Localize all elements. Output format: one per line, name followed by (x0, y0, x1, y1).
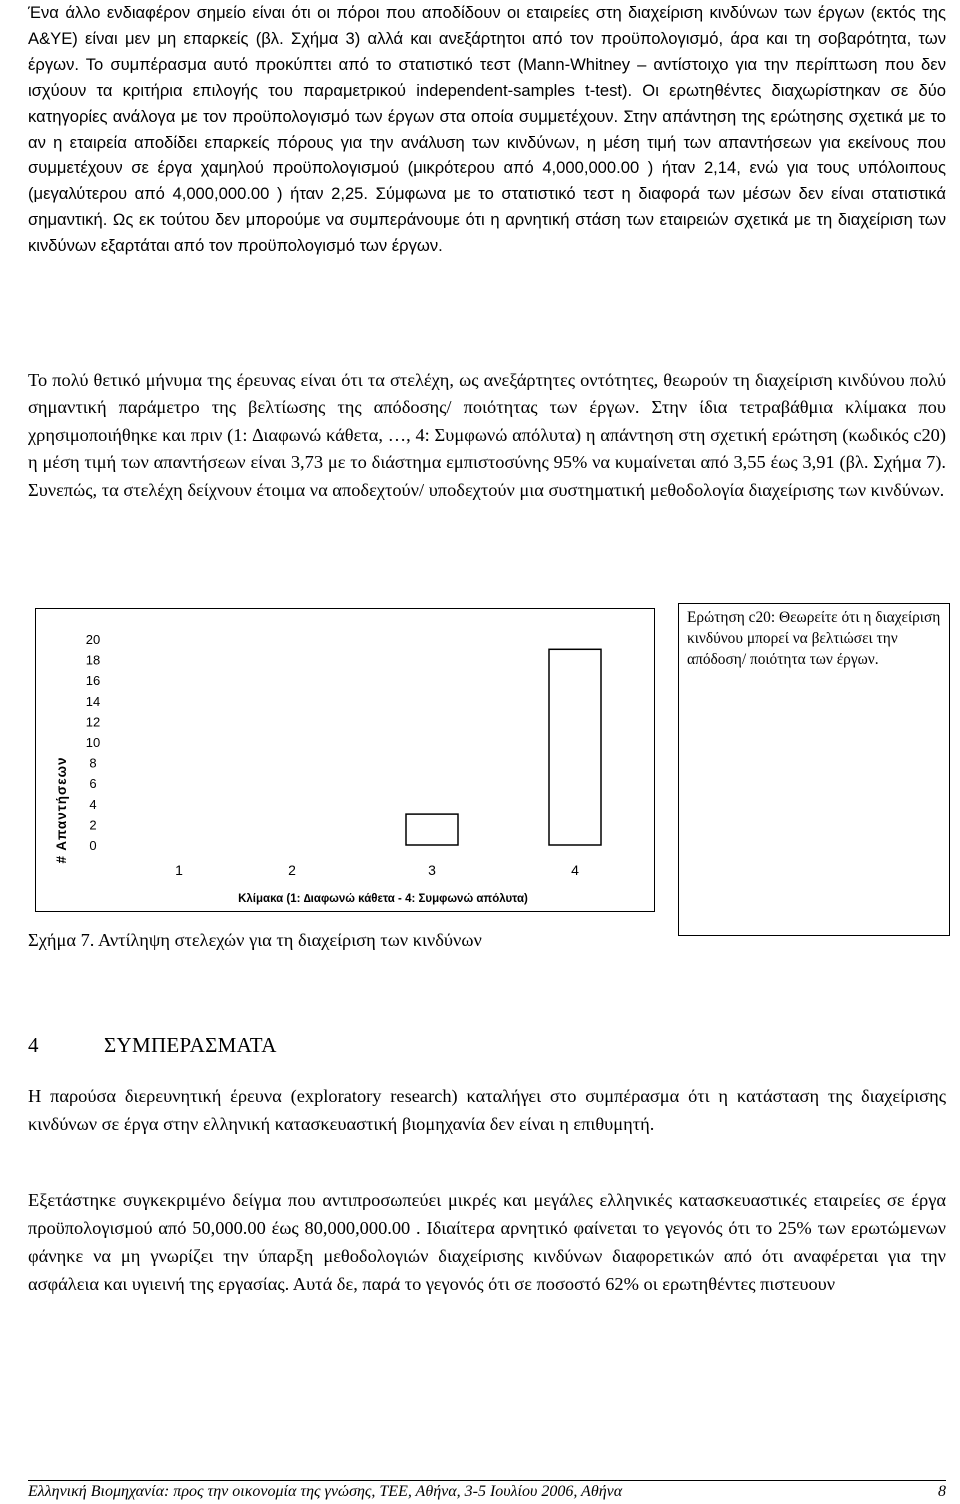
question-c20-box: Ερώτηση c20: Θεωρείτε ότι η διαχείριση κινδύνου μπορεί να βελτιώσει την απόδοση/ ποιότητα των έργων. (678, 603, 950, 936)
page-number: 8 (938, 1483, 946, 1500)
y-axis-label: # Απαντήσεων (54, 756, 69, 864)
paragraph-sample: Εξετάστηκε συγκεκριμένο δείγμα που αντιπροσωπεύει μικρές και μεγάλες ελληνικές κατασκευαστικές εταιρείες σε έργα προϋπολογισμού από 50,000.00 έως 80,000,000.00 . Ιδιαίτερα αρνητικό φαίνεται το γεγονός ότι το 25% των ερωτώμενων φάνηκε να μη γνωρίζει την ύπαρξη μεθοδολογιών διαχείρισης κινδύνων διαφορετικών από ότι αναφέρεται για την ασφάλεια και υγιεινή της εργασίας. Αυτά δε, παρά το γεγονός ότι σε ποσοστό 62% οι ερωτηθέντες πιστευουν (28, 1190, 946, 1294)
bar-4 (549, 649, 601, 845)
y-tick-label: 2 (89, 817, 97, 833)
section-number: 4 (28, 1033, 39, 1057)
section-heading (28, 1033, 277, 1058)
paragraph-risk-resources: Ένα άλλο ενδιαφέρον σημείο είναι ότι οι πόροι που αποδίδουν οι εταιρείες στη διαχείριση κινδύνων των έργων (εκτός της Α&ΥΕ) είναι μεν μη επαρκείς (βλ. Σχήμα 3) αλλά και ανεξάρτητοι από τον προϋπολογισμό, άρα και τη σοβαρότητα, των έργων. Το συμπέρασμα αυτό προκύπτει από το στατιστικό τεστ (Mann-Whitney – αντίστοιχο για την περίπτωση που δεν ισχύουν τα κριτήρια επιλογής του παραμετρικού independent-samples t-test). Οι ερωτηθέντες διαχωρίστηκαν σε δύο κατηγορίες ανάλογα με τον προϋπολογισμό των έργων στα οποία συμμετέχουν. Στην απάντηση της ερώτησης σχετικά με το αν η εταιρεία αποδίδει επαρκείς πόρους για την ανάλυση των κινδύνων, η μέση τιμή των απαντήσεων για εκείνους που συμμετέχουν σε έργα χαμηλού προϋπολογισμού (μικρότερου από 4,000,000.00 ) ήταν 2,14, ενώ για τους υπόλοιπους (μεγαλύτερου από 4,000,000.00 ) ήταν 2,25. Σύμφωνα με το στατιστικό τεστ η διαφορά των μέσων δεν είναι στατιστικά σημαντική. Ως εκ τούτου δεν μπορούμε να συμπεράνουμε ότι η αρνητική στάση των εταιρειών σχετικά με τη διαχείριση των κινδύνων εξαρτάται από τον προϋπολογισμό των έργων. (28, 3, 946, 256)
x-tick-label: 2 (288, 862, 296, 878)
page-footer (28, 1480, 946, 1501)
paragraph-positive-message: Το πολύ θετικό μήνυμα της έρευνας είναι ότι τα στελέχη, ως ανεξάρτητες οντότητες, θεωρούν τη διαχείριση κινδύνου πολύ σημαντική παράμετρο της βελτίωσης της απόδοσης/ ποιότητας των έργων. Στην ίδια τετραβάθμια κλίμακα που χρησιμοποιήθηκε και πριν (1: ∆ιαφωνώ κάθετα, …, 4: Συμφωνώ απόλυτα) η απάντηση στη σχετική ερώτηση (κωδικός c20) η μέση τιμή των απαντήσεων είναι 3,73 με το διάστημα εμπιστοσύνης 95% να κυμαίνεται από 3,55 έως 3,91 (βλ. Σχήμα 7). Συνεπώς, τα στελέχη δείχνουν έτοιμα να αποδεχτούν/ υποδεχτούν μια συστηματική μεθοδολογία διαχείρισης των κινδύνων. (28, 370, 946, 500)
y-tick-label: 8 (89, 755, 97, 771)
bar-chart-svg (36, 609, 656, 913)
x-axis-label: Κλίμακα (1: ∆ιαφωνώ κάθετα - 4: Συμφωνώ απόλυτα) (238, 893, 528, 905)
y-tick-label: 16 (85, 673, 101, 689)
y-tick-label: 0 (89, 838, 97, 853)
x-tick-label: 4 (571, 862, 579, 878)
x-tick-label: 1 (175, 862, 183, 878)
y-tick-label: 10 (85, 735, 101, 750)
x-tick-label: 3 (428, 862, 436, 878)
figure-caption: Σχήμα 7. Αντίληψη στελεχών για τη διαχείριση των κινδύνων (28, 930, 482, 950)
y-tick-label: 18 (85, 652, 101, 668)
section-title: ΣΥΜΠΕΡΑΣΜΑΤΑ (104, 1033, 277, 1057)
y-tick-label: 12 (85, 714, 101, 730)
y-tick-label: 6 (89, 776, 97, 792)
y-tick-label: 4 (89, 796, 97, 812)
bar-chart-figure-7 (35, 608, 655, 912)
paragraph-conclusion: Η παρούσα διερευνητική έρευνα (exploratory research) καταλήγει στο συμπέρασμα ότι η κατάσταση της διαχείρισης κινδύνων σε έργα στην ελληνική κατασκευαστική βιομηχανία δεν είναι η επιθυμητή. (28, 1086, 946, 1134)
bar-3 (406, 814, 458, 845)
footer-text: Ελληνική Βιομηχανία: προς την οικονομία της γνώσης, ΤΕΕ, Αθήνα, 3-5 Ιουλίου 2006, Αθήνα (28, 1483, 623, 1500)
y-tick-label: 20 (85, 632, 101, 647)
y-tick-label: 14 (85, 693, 101, 709)
